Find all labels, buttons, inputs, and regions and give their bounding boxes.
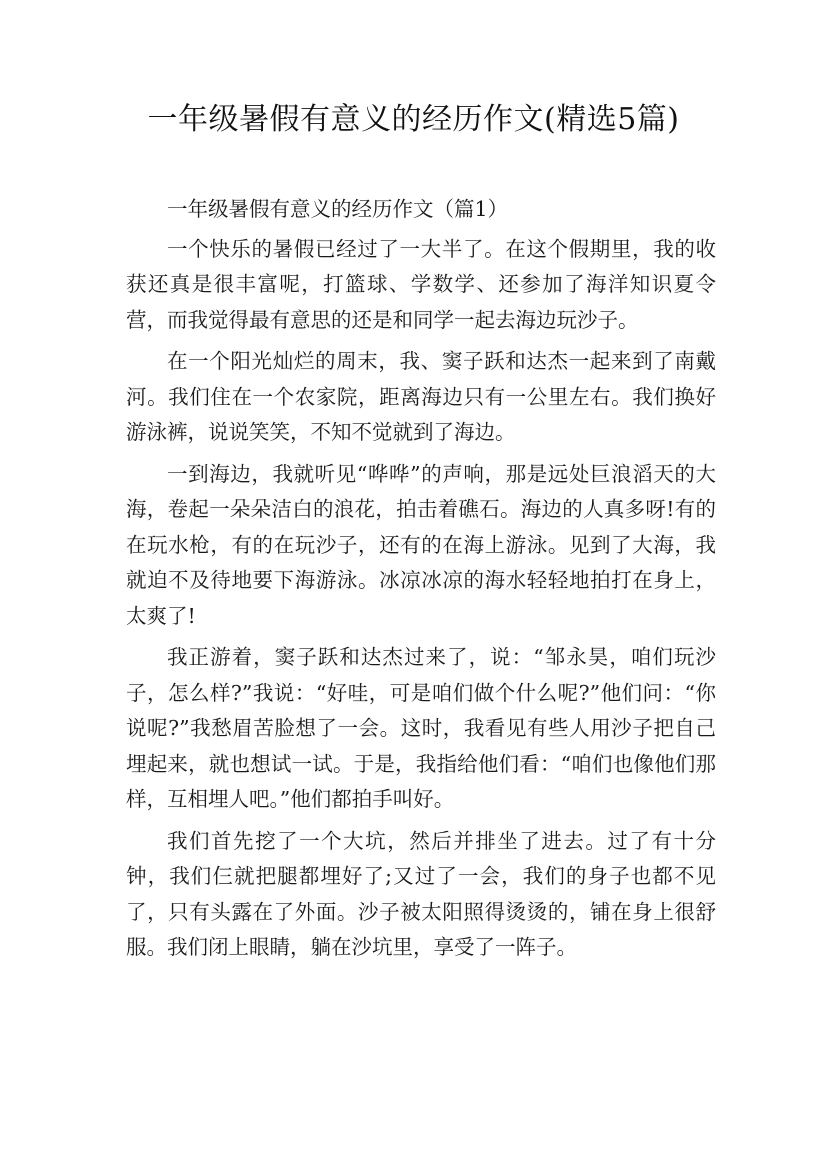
paragraph: 在一个阳光灿烂的周末，我、窦子跃和达杰一起来到了南戴河。我们住在一个农家院，距离海边只有一公里左右。我们换好游泳裤，说说笑笑，不知不觉就到了海边。 [126, 349, 716, 444]
document-body [126, 192, 716, 966]
paragraph: 我正游着，窦子跃和达杰过来了，说：“邹永昊，咱们玩沙子，怎么样?”我说：“好哇，可是咱们做个什么呢?”他们问：“你说呢?”我愁眉苦脸想了一会。这时，我看见有些人用沙子把自己埋起来，就也想试一试。于是，我指给他们看：“咱们也像他们那样，互相埋人吧。”他们都拍手叫好。 [126, 645, 716, 811]
paragraph: 一个快乐的暑假已经过了一大半了。在这个假期里，我的收获还真是很丰富呢，打篮球、学数学、还参加了海洋知识夏令营，而我觉得最有意思的还是和同学一起去海边玩沙子。 [126, 236, 716, 332]
paragraph: 我们首先挖了一个大坑，然后并排坐了进去。过了有十分钟，我们仨就把腿都埋好了;又过了一会，我们的身子也都不见了，只有头露在了外面。沙子被太阳照得烫烫的，铺在身上很舒服。我们闭上眼睛，躺在沙坑里，享受了一阵子。 [126, 828, 716, 959]
section-subtitle: 一年级暑假有意义的经历作文（篇1） [167, 197, 509, 221]
document-title: 一年级暑假有意义的经历作文(精选5篇) [147, 102, 680, 137]
paragraph: 一到海边，我就听见“哗哗”的声响，那是远处巨浪滔天的大海，卷起一朵朵洁白的浪花，拍击着礁石。海边的人真多呀!有的在玩水枪，有的在玩沙子，还有的在海上游泳。见到了大海，我就迫不及待地要下海游泳。冰凉冰凉的海水轻轻地拍打在身上，太爽了! [126, 461, 716, 628]
